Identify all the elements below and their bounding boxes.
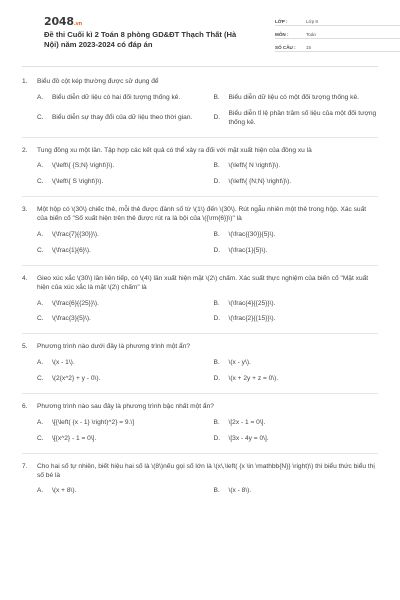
- option-letter: A.: [37, 231, 44, 239]
- option-letter: A.: [37, 93, 44, 101]
- question-divider: [22, 265, 378, 266]
- meta-label: MÔN :: [275, 31, 289, 37]
- option-letter: D.: [213, 246, 221, 254]
- answer-option[interactable]: [214, 419, 379, 428]
- question-list: [22, 78, 378, 496]
- question-item: [22, 147, 378, 188]
- question-stem: [22, 78, 378, 87]
- option-letter: B.: [213, 299, 220, 307]
- question-text: Một hộp có \(30\) chiếc thẻ, mỗi thẻ được đánh số từ \(1\) đến \(30\). Rút ngẫu nhiên một thẻ trong hộp. Xác suất của biến cố "Số xuất hiện trên thẻ được rút ra là bội của \({\rm{6}}\)" là: [37, 206, 367, 223]
- answer-option[interactable]: [37, 300, 202, 309]
- meta-row: [275, 41, 400, 52]
- answer-option[interactable]: [37, 231, 202, 240]
- option-letter: B.: [213, 418, 220, 426]
- option-text: \(x - 8\).: [228, 487, 252, 495]
- option-letter: A.: [37, 487, 44, 495]
- option-letter: A.: [37, 359, 44, 367]
- option-letter: B.: [213, 162, 220, 170]
- answer-options: [22, 162, 378, 187]
- option-text: \(x - 1\).: [52, 359, 75, 367]
- question-stem: [22, 147, 378, 156]
- answer-option[interactable]: [214, 178, 379, 187]
- document-title: Đề thi Cuối kì 2 Toán 8 phòng GD&ĐT Thạch Thất (Hà Nội) năm 2023-2024 có đáp án: [44, 30, 237, 49]
- logo-main: 2048: [44, 15, 74, 28]
- option-text: \(\frac{7}{{30}}\).: [52, 231, 99, 239]
- option-letter: C.: [37, 434, 44, 442]
- question-text: Phương trình nào sau đây là phương trình bậc nhất một ẩn?: [37, 403, 214, 411]
- answer-option[interactable]: [37, 247, 202, 256]
- answer-options: [22, 419, 378, 444]
- question-number: 4.: [22, 274, 28, 282]
- option-text: \[3x - 4y = 0\].: [228, 434, 269, 442]
- document-header: [22, 0, 378, 64]
- answer-option[interactable]: [37, 178, 202, 187]
- option-text: \(\left\{ S \right\}\).: [52, 178, 104, 186]
- option-letter: C.: [37, 315, 44, 323]
- meta-value: 15: [306, 44, 312, 50]
- question-text: Biểu đồ cột kép thường được sử dụng để: [37, 78, 159, 85]
- answer-option[interactable]: [214, 487, 379, 496]
- answer-option[interactable]: [214, 231, 379, 240]
- option-letter: B.: [213, 359, 220, 367]
- answer-option[interactable]: [37, 162, 202, 171]
- option-text: \(x + 2y + z = 0\).: [228, 375, 279, 383]
- question-stem: [22, 343, 378, 352]
- meta-row: [275, 15, 400, 26]
- option-letter: A.: [37, 162, 44, 170]
- answer-option[interactable]: [37, 487, 202, 496]
- option-letter: B.: [213, 93, 220, 101]
- question-divider: [22, 453, 378, 454]
- question-number: 6.: [22, 403, 28, 411]
- option-text: \[{\left( {x - 1} \right)^2} = 9.\]: [52, 418, 135, 426]
- question-stem: [22, 403, 378, 412]
- answer-option[interactable]: [214, 162, 379, 171]
- question-number: 1.: [22, 78, 28, 85]
- question-item: [22, 403, 378, 444]
- option-letter: A.: [37, 418, 44, 426]
- option-text: \(\frac{6}{{25}}\).: [52, 299, 99, 307]
- option-letter: B.: [213, 231, 220, 239]
- answer-option[interactable]: [214, 110, 379, 128]
- answer-option[interactable]: [214, 375, 379, 384]
- option-text: \(\frac{3}{5}\).: [52, 315, 91, 323]
- option-text: \(x + 8\).: [52, 487, 77, 495]
- option-text: \(\frac{4}{{25}}\).: [228, 299, 276, 307]
- option-letter: D.: [213, 375, 221, 383]
- option-letter: C.: [37, 246, 44, 254]
- question-stem: [22, 206, 378, 224]
- option-letter: D.: [213, 434, 221, 442]
- option-text: \(\left\{ {S;N} \right\}\).: [52, 162, 115, 170]
- question-item: [22, 78, 378, 128]
- answer-option[interactable]: [214, 300, 379, 309]
- option-text: \(\left\{ N \right\}\).: [228, 162, 281, 170]
- answer-option[interactable]: [214, 435, 379, 444]
- question-divider: [22, 393, 378, 394]
- question-number: 5.: [22, 343, 28, 351]
- question-text: Gieo xúc xắc \(30\) lần liên tiếp, có \(4\) lần xuất hiện mặt \(2\) chấm. Xác suất thực nghiệm của biến cố "Mặt xuất hiện của xúc xắc là mặt \(2\) chấm" là: [37, 274, 369, 291]
- answer-option[interactable]: [37, 359, 202, 368]
- answer-options: [22, 359, 378, 384]
- meta-row: [275, 28, 400, 39]
- meta-label: LỚP :: [275, 18, 288, 24]
- answer-option[interactable]: [37, 375, 202, 384]
- option-text: \(\frac{1}{5}\).: [228, 246, 268, 254]
- option-text: \(x - y\).: [228, 359, 251, 367]
- question-divider: [22, 196, 378, 197]
- option-text: \[{x^2} - 1 = 0\].: [52, 434, 97, 442]
- option-letter: C.: [37, 375, 44, 383]
- answer-option[interactable]: [37, 315, 202, 324]
- logo-suffix: .vn: [73, 21, 82, 27]
- question-number: 2.: [22, 146, 28, 154]
- question-divider: [22, 137, 378, 138]
- question-item: [22, 275, 378, 325]
- answer-options: [22, 231, 378, 256]
- meta-value: Toán: [306, 31, 316, 37]
- meta-value: Lớp 8: [306, 18, 318, 24]
- answer-option[interactable]: [37, 435, 202, 444]
- option-letter: D.: [213, 315, 221, 323]
- answer-option[interactable]: [214, 359, 379, 368]
- option-text: \[2x - 1 = 0\].: [228, 418, 266, 426]
- option-letter: D.: [213, 178, 221, 186]
- option-text: Biểu diễn dữ liệu có hai đối tượng thống kê.: [52, 93, 181, 101]
- question-text: Tung đồng xu một lần. Tập hợp các kết quả có thể xảy ra đối với mặt xuất hiện của đồng xu là: [37, 146, 312, 154]
- answer-option[interactable]: [214, 247, 379, 256]
- question-stem: [22, 463, 378, 481]
- answer-options: [22, 487, 378, 496]
- answer-option[interactable]: [214, 315, 379, 324]
- option-text: Biểu diễn dữ liệu có một đối tượng thống kê.: [228, 93, 359, 101]
- option-text: \(\frac{2}{{15}}\).: [228, 315, 276, 323]
- header-divider: [22, 66, 378, 67]
- question-item: [22, 343, 378, 384]
- answer-option[interactable]: [37, 110, 202, 128]
- option-text: Biểu diễn sự thay đổi của dữ liệu theo thời gian.: [52, 114, 193, 122]
- question-stem: [22, 275, 378, 293]
- option-letter: A.: [37, 299, 44, 307]
- option-letter: C.: [37, 114, 44, 122]
- question-number: 3.: [22, 206, 28, 214]
- option-letter: C.: [37, 178, 44, 186]
- option-text: \(2{x^2} + y - 0\).: [52, 375, 101, 383]
- option-text: \(\frac{1}{6}\).: [52, 246, 91, 254]
- answer-option[interactable]: [37, 419, 202, 428]
- answer-option[interactable]: [37, 94, 202, 103]
- answer-option[interactable]: [214, 94, 379, 103]
- meta-info: [275, 15, 400, 54]
- question-divider: [22, 333, 378, 334]
- option-text: Biểu diễn tỉ lệ phần trăm số liệu của một đối tượng thống kê.: [228, 109, 377, 126]
- question-item: [22, 206, 378, 256]
- question-number: 7.: [22, 462, 28, 470]
- option-text: \(\left\{ {N;N} \right\}\).: [228, 178, 292, 186]
- option-letter: B.: [213, 487, 220, 495]
- meta-label: SỐ CÂU :: [275, 44, 296, 50]
- answer-options: [22, 94, 378, 128]
- site-logo[interactable]: [44, 15, 82, 30]
- answer-options: [22, 300, 378, 325]
- option-text: \(\frac{{30}}{5}\).: [228, 231, 276, 239]
- question-text: Phương trình nào dưới đây là phương trình một ẩn?: [37, 343, 191, 351]
- option-letter: D.: [213, 114, 221, 122]
- question-text: Cho hai số tự nhiên, biết hiệu hai số là \(8\)nếu gọi số lớn là \(x\,\left( {x \in \mathbb{N}} \right)\) thì biểu thức biểu thị số bé là: [37, 462, 375, 479]
- question-item: [22, 463, 378, 497]
